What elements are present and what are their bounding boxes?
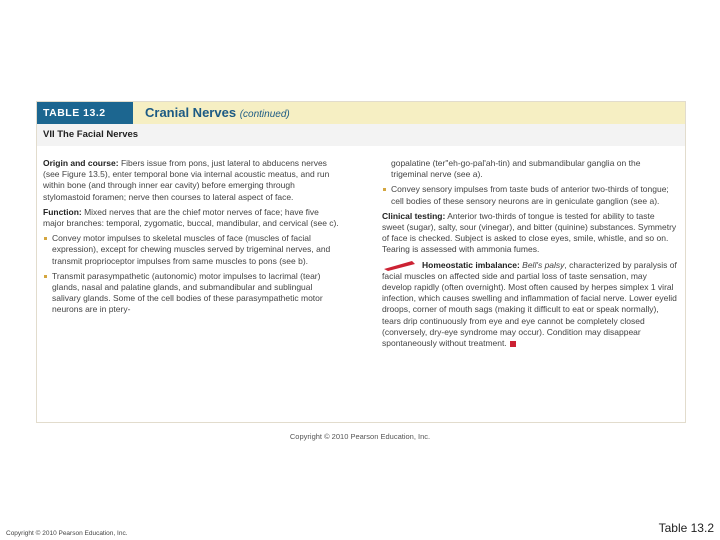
bullet-motor: Convey motor impulses to skeletal muscles of face (muscles of facial expression), except for chewing muscles served by trigeminal nerves, and transmit proprioceptor impulses from same muscles to pons (see b).	[43, 233, 341, 267]
table-title-cont: (continued)	[239, 109, 290, 120]
imbalance-paragraph	[382, 260, 678, 350]
table-subtitle: VII The Facial Nerves	[37, 124, 685, 146]
imbalance-text: , characterized by paralysis of facial muscles on affected side and partial loss of taste sensation, may develop rapidly (often overnight). Most often caused by herpes simplex 1 viral infection, which causes swelling and inflammation of facial nerve. Lower eyelid droops, corner of mouth sags (making it difficult to eat or speak normally), tears drip continuously from eye and eye cannot be completely closed (conversely, dry-eye syndrome may occur). Condition may disappear spontaneously without treatment.	[382, 259, 677, 349]
table-title-main: Cranial Nerves	[145, 105, 237, 120]
clinical-label: Clinical testing:	[382, 210, 446, 221]
left-column	[43, 158, 341, 320]
end-mark-icon	[510, 341, 516, 347]
function-label: Function:	[43, 206, 82, 217]
right-column	[382, 158, 678, 353]
origin-label: Origin and course:	[43, 158, 119, 168]
table-title	[145, 102, 290, 124]
bullet-sensory: Convey sensory impulses from taste buds of anterior two-thirds of tongue; cell bodies of these sensory neurons are in geniculate ganglion (see a).	[382, 184, 678, 206]
table-panel	[36, 101, 686, 423]
table-header	[37, 102, 685, 124]
table-tag: TABLE 13.2	[37, 102, 133, 124]
origin-paragraph	[43, 158, 341, 203]
clinical-paragraph	[382, 211, 678, 256]
imbalance-icon	[382, 258, 418, 272]
copyright-left: Copyright © 2010 Pearson Education, Inc.	[6, 530, 128, 537]
slide-title: Table 13.2	[658, 521, 714, 535]
imbalance-term: Bell's palsy	[522, 259, 565, 270]
bullet-parasympathetic: Transmit parasympathetic (autonomic) motor impulses to lacrimal (tear) glands, nasal and palatine glands, and submandibular and sublingual salivary glands. Some of the cell bodies of these parasympathetic motor neurons are in ptery-	[43, 271, 341, 316]
clinical-text: Anterior two-thirds of tongue is tested for ability to taste sweet (sugar), salty, sour (vinegar), and bitter (quinine) substances. Symmetry of face is checked. Subject is asked to close eyes, smile, whistle, and so on. Tearing is assessed with ammonia fumes.	[382, 210, 677, 255]
imbalance-label: Homeostatic imbalance:	[422, 259, 520, 270]
function-paragraph	[43, 207, 341, 229]
function-text: Mixed nerves that are the chief motor nerves of face; have five major branches: temporal, zygomatic, buccal, mandibular, and cervical (see c).	[43, 206, 339, 229]
continued-text: gopalatine (ter"eh-go-pal'ah-tin) and submandibular ganglia on the trigeminal nerve (see a).	[391, 158, 641, 180]
copyright-center: Copyright © 2010 Pearson Education, Inc.	[289, 432, 431, 441]
origin-text: Fibers issue from pons, just lateral to abducens nerves (see Figure 13.5), enter temporal bone via internal acoustic meatus, and run within bone (and through inner ear cavity) before emerging through stylomastoid foramen; nerve then courses to lateral aspect of face.	[43, 158, 330, 202]
